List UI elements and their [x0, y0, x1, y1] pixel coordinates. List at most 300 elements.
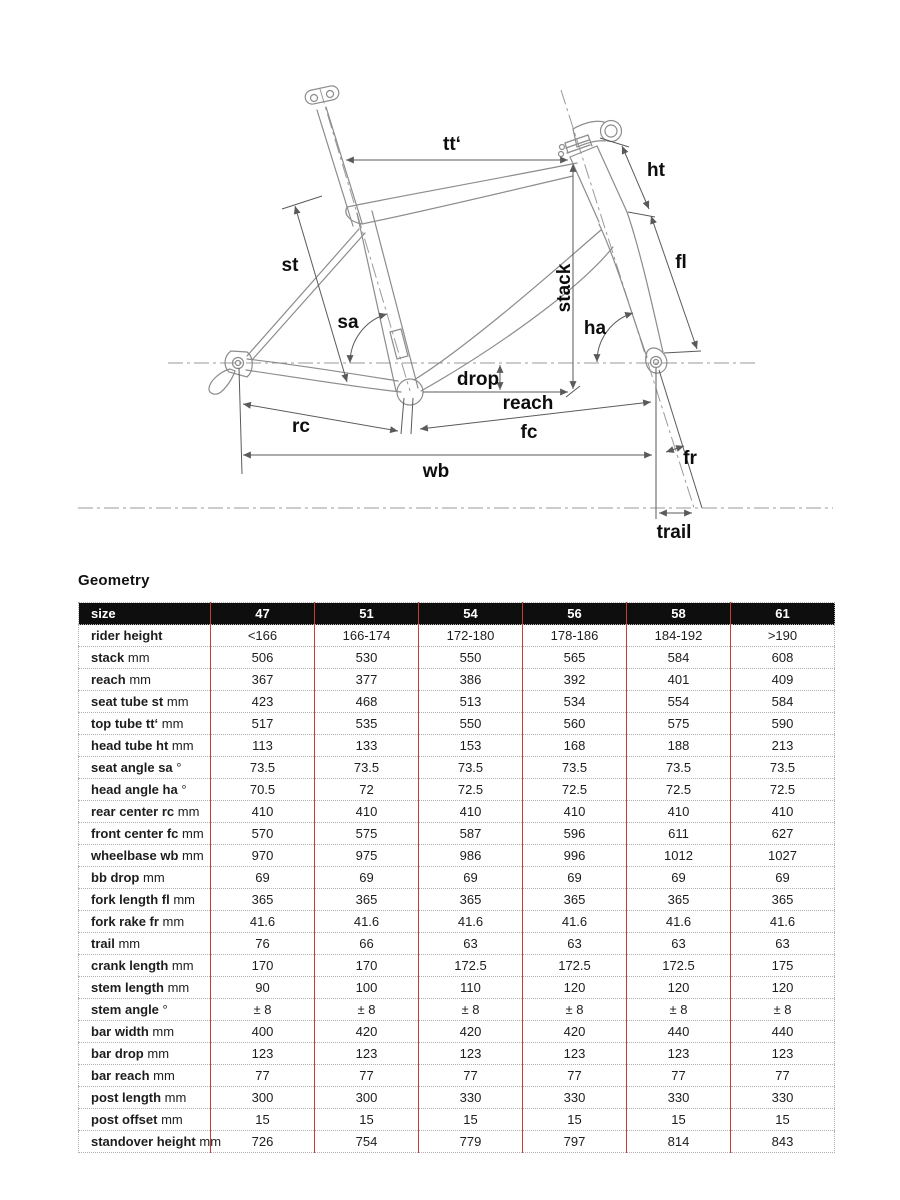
- row-label: rider height: [91, 628, 163, 643]
- stem-top: [573, 121, 604, 129]
- value-cell: 120: [731, 977, 835, 999]
- value-cell: 365: [419, 889, 523, 911]
- value-cell: 584: [731, 691, 835, 713]
- value-cell: 386: [419, 669, 523, 691]
- table-row: [79, 867, 835, 889]
- value-cell: 300: [211, 1087, 315, 1109]
- value-cell: ± 8: [315, 999, 419, 1021]
- dim-st: [295, 206, 347, 382]
- value-cell: 400: [211, 1021, 315, 1043]
- row-label-cell: [79, 933, 211, 955]
- table-header: [79, 603, 835, 625]
- row-label-cell: [79, 1021, 211, 1043]
- ext-fl-bottom: [664, 351, 701, 353]
- row-label: rear center rc: [91, 804, 175, 819]
- value-cell: 530: [315, 647, 419, 669]
- value-cell: 120: [523, 977, 627, 999]
- value-cell: 41.6: [627, 911, 731, 933]
- row-label-cell: [79, 779, 211, 801]
- row-label-cell: [79, 735, 211, 757]
- value-cell: 300: [315, 1087, 419, 1109]
- value-cell: 330: [731, 1087, 835, 1109]
- value-cell: 15: [315, 1109, 419, 1131]
- value-cell: 123: [419, 1043, 523, 1065]
- value-cell: 77: [523, 1065, 627, 1087]
- header-size-56: 56: [523, 603, 627, 625]
- geometry-diagram: [0, 0, 900, 562]
- row-unit: mm: [129, 672, 151, 687]
- value-cell: 77: [211, 1065, 315, 1087]
- row-unit: mm: [162, 914, 185, 929]
- row-unit: mm: [143, 870, 165, 885]
- row-unit: mm: [153, 1068, 175, 1083]
- table-row: [79, 955, 835, 977]
- table-row: [79, 933, 835, 955]
- row-label-cell: [79, 1109, 211, 1131]
- table-row: [79, 757, 835, 779]
- row-label: head angle ha: [91, 782, 178, 797]
- value-cell: 123: [523, 1043, 627, 1065]
- value-cell: 69: [419, 867, 523, 889]
- value-cell: 77: [419, 1065, 523, 1087]
- row-label: head tube ht: [91, 738, 169, 753]
- value-cell: 76: [211, 933, 315, 955]
- value-cell: 123: [731, 1043, 835, 1065]
- row-unit: mm: [182, 826, 204, 841]
- row-unit: °: [176, 760, 182, 775]
- row-label-cell: [79, 713, 211, 735]
- value-cell: 73.5: [523, 757, 627, 779]
- value-cell: <166: [211, 625, 315, 647]
- value-cell: 410: [627, 801, 731, 823]
- head-tube-rear: [570, 157, 599, 222]
- row-unit: mm: [173, 892, 196, 907]
- value-cell: 779: [419, 1131, 523, 1153]
- row-label-cell: [79, 999, 211, 1021]
- value-cell: 170: [315, 955, 419, 977]
- row-label: fork rake fr: [91, 914, 159, 929]
- value-cell: 513: [419, 691, 523, 713]
- value-cell: 63: [419, 933, 523, 955]
- row-unit: mm: [167, 980, 190, 995]
- row-label-cell: [79, 1131, 222, 1153]
- value-cell: 554: [627, 691, 731, 713]
- fork-rear: [599, 224, 647, 357]
- bar-clamp-inner: [605, 125, 617, 137]
- row-unit: mm: [182, 848, 204, 863]
- value-cell: 996: [523, 845, 627, 867]
- value-cell: 172-180: [419, 625, 523, 647]
- page-title: Geometry: [78, 572, 150, 589]
- geometry-table: [78, 602, 835, 1153]
- row-label: stem length: [91, 980, 164, 995]
- dimension-lines: [239, 138, 702, 519]
- value-cell: 440: [731, 1021, 835, 1043]
- value-cell: 970: [211, 845, 315, 867]
- row-label: front center fc: [91, 826, 179, 841]
- value-cell: 63: [627, 933, 731, 955]
- value-cell: 420: [315, 1021, 419, 1043]
- value-cell: 596: [523, 823, 627, 845]
- value-cell: 367: [211, 669, 315, 691]
- label-ht: ht: [647, 160, 665, 181]
- row-label: bar drop: [91, 1046, 144, 1061]
- row-unit: °: [181, 782, 187, 797]
- value-cell: 534: [523, 691, 627, 713]
- row-label: crank length: [91, 958, 169, 973]
- value-cell: 627: [731, 823, 835, 845]
- value-cell: 401: [627, 669, 731, 691]
- value-cell: 1027: [731, 845, 835, 867]
- row-label-cell: [79, 889, 211, 911]
- value-cell: 15: [731, 1109, 835, 1131]
- clamp-bolt-1: [311, 95, 318, 102]
- row-label-cell: [79, 977, 211, 999]
- value-cell: 330: [627, 1087, 731, 1109]
- row-label-cell: [79, 1065, 211, 1087]
- value-cell: 41.6: [731, 911, 835, 933]
- row-label: top tube tt‘: [91, 716, 159, 731]
- row-label: reach: [91, 672, 126, 687]
- seat-tube-axis: [320, 89, 410, 391]
- value-cell: 73.5: [211, 757, 315, 779]
- value-cell: 73.5: [731, 757, 835, 779]
- row-unit: mm: [161, 1112, 183, 1127]
- value-cell: 15: [211, 1109, 315, 1131]
- value-cell: 611: [627, 823, 731, 845]
- value-cell: 1012: [627, 845, 731, 867]
- value-cell: 63: [523, 933, 627, 955]
- value-cell: 797: [523, 1131, 627, 1153]
- value-cell: 213: [731, 735, 835, 757]
- value-cell: 565: [523, 647, 627, 669]
- value-cell: 77: [315, 1065, 419, 1087]
- table-row: [79, 889, 835, 911]
- head-tube-front: [597, 146, 627, 212]
- value-cell: ± 8: [523, 999, 627, 1021]
- table-row: [79, 625, 835, 647]
- value-cell: 110: [419, 977, 523, 999]
- table-row: [79, 977, 835, 999]
- table-row: [79, 845, 835, 867]
- value-cell: 975: [315, 845, 419, 867]
- value-cell: 172.5: [419, 955, 523, 977]
- table-row: [79, 713, 835, 735]
- chainstay-upper: [247, 359, 398, 381]
- value-cell: 73.5: [627, 757, 731, 779]
- value-cell: 410: [315, 801, 419, 823]
- row-label-cell: [79, 867, 211, 889]
- value-cell: 726: [211, 1131, 315, 1153]
- value-cell: 420: [419, 1021, 523, 1043]
- front-axle-inner: [654, 360, 659, 365]
- table-row: [79, 999, 835, 1021]
- value-cell: 15: [523, 1109, 627, 1131]
- value-cell: 365: [523, 889, 627, 911]
- label-ha: ha: [583, 318, 607, 339]
- row-unit: mm: [171, 738, 194, 753]
- label-fl: fl: [675, 252, 687, 273]
- table-row: [79, 911, 835, 933]
- value-cell: 72.5: [627, 779, 731, 801]
- value-cell: 69: [523, 867, 627, 889]
- table-body: [79, 625, 835, 1153]
- row-label-cell: [79, 691, 211, 713]
- row-label-cell: [79, 1087, 211, 1109]
- row-unit: mm: [118, 936, 141, 951]
- row-label-cell: [79, 823, 211, 845]
- value-cell: 188: [627, 735, 731, 757]
- value-cell: 468: [315, 691, 419, 713]
- value-cell: 73.5: [419, 757, 523, 779]
- seat-tube-2: [372, 211, 418, 388]
- value-cell: 365: [315, 889, 419, 911]
- ext-st-top: [282, 196, 322, 209]
- header-size-51: 51: [315, 603, 419, 625]
- row-label-cell: [79, 647, 211, 669]
- value-cell: 41.6: [419, 911, 523, 933]
- table-row: [79, 735, 835, 757]
- top-tube-upper: [347, 163, 577, 207]
- value-cell: 172.5: [627, 955, 731, 977]
- value-cell: 72.5: [419, 779, 523, 801]
- value-cell: 330: [419, 1087, 523, 1109]
- value-cell: 506: [211, 647, 315, 669]
- row-label-cell: [79, 757, 211, 779]
- frame-drawing: [209, 85, 667, 405]
- row-unit: mm: [161, 716, 184, 731]
- value-cell: 814: [627, 1131, 731, 1153]
- value-cell: 843: [731, 1131, 835, 1153]
- value-cell: 72.5: [731, 779, 835, 801]
- row-label-cell: [79, 955, 211, 977]
- row-unit: mm: [152, 1024, 175, 1039]
- row-label: standover height: [91, 1134, 196, 1149]
- row-unit: mm: [177, 804, 200, 819]
- table-row: [79, 647, 835, 669]
- value-cell: ± 8: [627, 999, 731, 1021]
- ext-ht-top: [600, 138, 629, 147]
- axle-parallel-line: [659, 370, 702, 508]
- value-cell: 608: [731, 647, 835, 669]
- chainstay-lower: [246, 370, 401, 392]
- row-label: post length: [91, 1090, 162, 1105]
- value-cell: 170: [211, 955, 315, 977]
- label-tt-icon: tt‘: [443, 134, 461, 155]
- label-drop: drop: [456, 369, 500, 390]
- row-unit: mm: [147, 1046, 170, 1061]
- row-label-cell: [79, 669, 211, 691]
- value-cell: 15: [419, 1109, 523, 1131]
- label-fr: fr: [683, 448, 697, 469]
- value-cell: 73.5: [315, 757, 419, 779]
- row-unit: mm: [166, 694, 189, 709]
- value-cell: >190: [731, 625, 835, 647]
- row-label: seat tube st: [91, 694, 164, 709]
- label-rc: rc: [292, 416, 310, 437]
- table-row: [79, 1065, 835, 1087]
- table-row: [79, 691, 835, 713]
- ext-bb-2: [411, 398, 413, 434]
- value-cell: 175: [731, 955, 835, 977]
- value-cell: 72: [315, 779, 419, 801]
- bar-clamp-outer: [601, 121, 622, 142]
- value-cell: 123: [211, 1043, 315, 1065]
- value-cell: ± 8: [419, 999, 523, 1021]
- value-cell: 550: [419, 713, 523, 735]
- value-cell: 440: [627, 1021, 731, 1043]
- value-cell: 123: [315, 1043, 419, 1065]
- row-label: stack: [91, 650, 125, 665]
- table-row: [79, 801, 835, 823]
- value-cell: 392: [523, 669, 627, 691]
- value-cell: 120: [627, 977, 731, 999]
- value-cell: 535: [315, 713, 419, 735]
- value-cell: 409: [731, 669, 835, 691]
- row-label: trail: [91, 936, 115, 951]
- value-cell: 410: [211, 801, 315, 823]
- value-cell: 168: [523, 735, 627, 757]
- value-cell: 560: [523, 713, 627, 735]
- value-cell: 365: [731, 889, 835, 911]
- dim-ht: [622, 146, 649, 209]
- row-label: stem angle: [91, 1002, 159, 1017]
- row-label: fork length fl: [91, 892, 170, 907]
- value-cell: 69: [315, 867, 419, 889]
- label-fc: fc: [520, 422, 538, 443]
- row-unit: mm: [127, 650, 150, 665]
- value-cell: 184-192: [627, 625, 731, 647]
- value-cell: 986: [419, 845, 523, 867]
- row-label: bar width: [91, 1024, 149, 1039]
- header-size-58: 58: [627, 603, 731, 625]
- value-cell: ± 8: [211, 999, 315, 1021]
- value-cell: 754: [315, 1131, 419, 1153]
- value-cell: 69: [211, 867, 315, 889]
- row-unit: mm: [171, 958, 194, 973]
- value-cell: 550: [419, 647, 523, 669]
- label-wb: wb: [422, 461, 450, 482]
- row-label-cell: [79, 1043, 211, 1065]
- front-axle-outer: [651, 357, 662, 368]
- clamp-bolt-2: [327, 91, 334, 98]
- row-unit: mm: [199, 1134, 222, 1149]
- header-size-61: 61: [731, 603, 835, 625]
- fork-front: [627, 212, 663, 352]
- value-cell: 77: [627, 1065, 731, 1087]
- table-row: [79, 1043, 835, 1065]
- value-cell: 172.5: [523, 955, 627, 977]
- value-cell: 15: [627, 1109, 731, 1131]
- row-label: wheelbase wb: [91, 848, 179, 863]
- row-unit: mm: [164, 1090, 187, 1105]
- table-row: [79, 823, 835, 845]
- table-row: [79, 779, 835, 801]
- ext-rear-axle: [239, 368, 242, 474]
- table-row: [79, 1109, 835, 1131]
- value-cell: 90: [211, 977, 315, 999]
- label-reach: reach: [502, 393, 554, 414]
- value-cell: 63: [731, 933, 835, 955]
- value-cell: 72.5: [523, 779, 627, 801]
- table-row: [79, 1021, 835, 1043]
- table-row: [79, 1131, 835, 1153]
- value-cell: 575: [315, 823, 419, 845]
- row-label-cell: [79, 845, 211, 867]
- value-cell: 153: [419, 735, 523, 757]
- row-label: bar reach: [91, 1068, 150, 1083]
- value-cell: 410: [419, 801, 523, 823]
- value-cell: 517: [211, 713, 315, 735]
- row-label-cell: [79, 911, 211, 933]
- label-st: st: [281, 255, 299, 276]
- value-cell: 587: [419, 823, 523, 845]
- value-cell: 410: [523, 801, 627, 823]
- value-cell: 410: [731, 801, 835, 823]
- value-cell: 123: [627, 1043, 731, 1065]
- dim-rc: [243, 404, 398, 431]
- value-cell: 166-174: [315, 625, 419, 647]
- value-cell: 41.6: [315, 911, 419, 933]
- value-cell: 66: [315, 933, 419, 955]
- value-cell: 70.5: [211, 779, 315, 801]
- header-size: size: [79, 603, 211, 625]
- header-size-47: 47: [211, 603, 315, 625]
- value-cell: 178-186: [523, 625, 627, 647]
- table-row: [79, 1087, 835, 1109]
- value-cell: 69: [627, 867, 731, 889]
- seat-tube: [357, 213, 396, 391]
- row-unit: °: [162, 1002, 168, 1017]
- value-cell: 133: [315, 735, 419, 757]
- header-row: [79, 603, 835, 625]
- seatpost-2: [326, 107, 362, 223]
- value-cell: 77: [731, 1065, 835, 1087]
- value-cell: 575: [627, 713, 731, 735]
- seatpost-1: [317, 110, 353, 226]
- table-row: [79, 669, 835, 691]
- row-label-cell: [79, 801, 211, 823]
- value-cell: 365: [627, 889, 731, 911]
- row-label: bb drop: [91, 870, 140, 885]
- value-cell: 41.6: [523, 911, 627, 933]
- value-cell: 365: [211, 889, 315, 911]
- top-tube-lower: [362, 176, 573, 224]
- row-label: seat angle sa: [91, 760, 173, 775]
- value-cell: 590: [731, 713, 835, 735]
- stem-bolt-2: [559, 152, 564, 157]
- header-size-54: 54: [419, 603, 523, 625]
- ext-bb-1: [401, 398, 404, 434]
- value-cell: ± 8: [731, 999, 835, 1021]
- value-cell: 113: [211, 735, 315, 757]
- label-stack: stack: [554, 263, 575, 313]
- value-cell: 100: [315, 977, 419, 999]
- label-trail: trail: [656, 522, 692, 543]
- value-cell: 423: [211, 691, 315, 713]
- label-sa: sa: [337, 312, 359, 333]
- value-cell: 420: [523, 1021, 627, 1043]
- value-cell: 41.6: [211, 911, 315, 933]
- value-cell: 330: [523, 1087, 627, 1109]
- value-cell: 570: [211, 823, 315, 845]
- value-cell: 377: [315, 669, 419, 691]
- value-cell: 69: [731, 867, 835, 889]
- stem-bolt-1: [560, 145, 565, 150]
- seatstay-1: [247, 229, 359, 356]
- value-cell: 584: [627, 647, 731, 669]
- row-label: post offset: [91, 1112, 158, 1127]
